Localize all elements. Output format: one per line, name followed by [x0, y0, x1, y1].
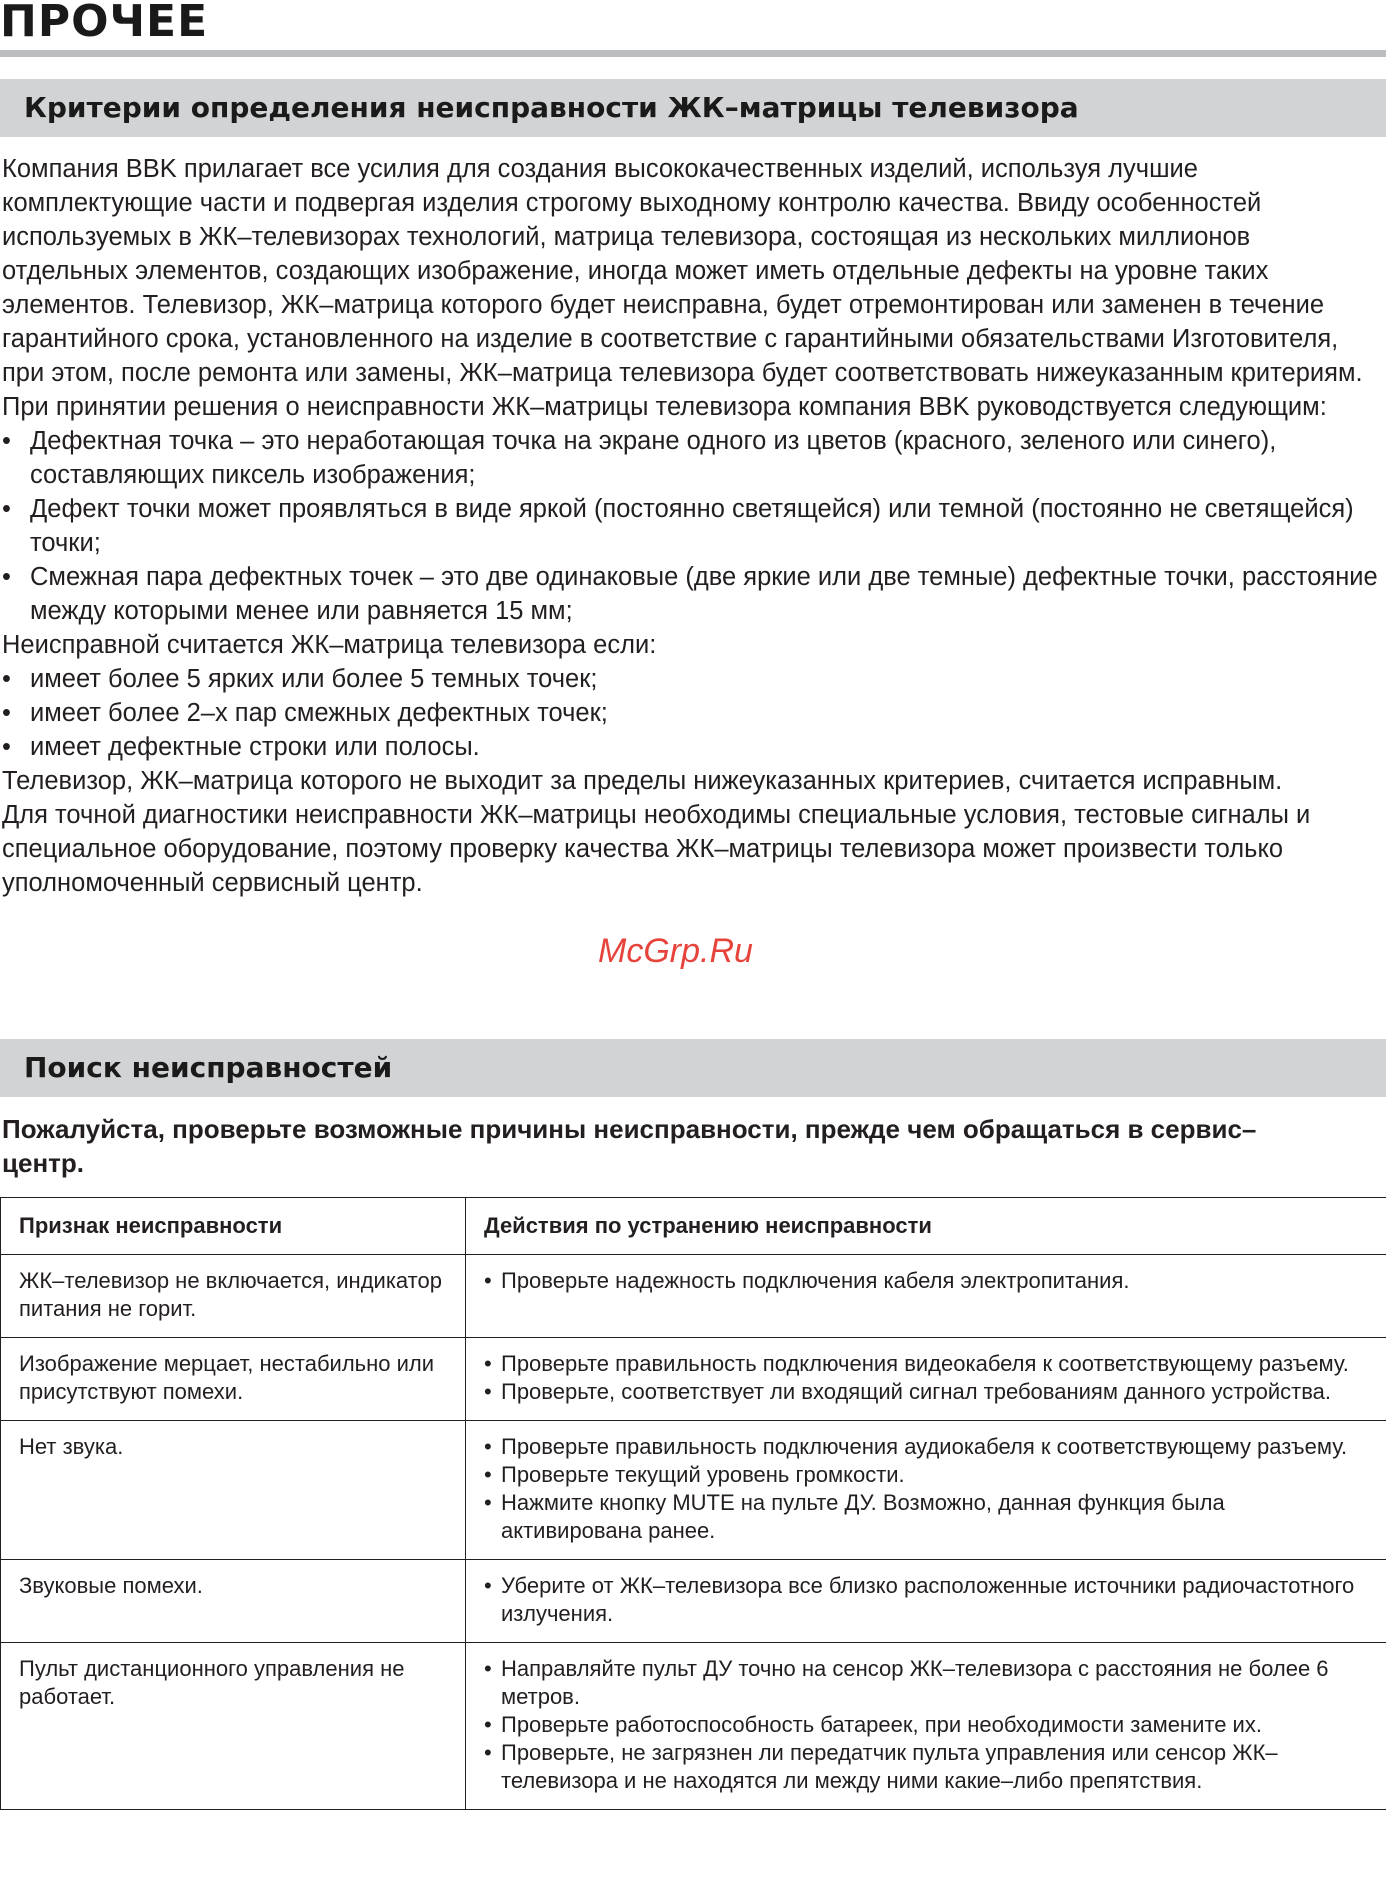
action-item: • Проверьте, соответствует ли входящий сигнал требованиям данного устройства. — [484, 1378, 1368, 1406]
column-header-symptom: Признак неисправности — [1, 1198, 466, 1255]
actions-cell — [466, 1255, 1386, 1338]
actions-list — [484, 1433, 1368, 1545]
action-item: • Нажмите кнопку MUTE на пульте ДУ. Возможно, данная функция была активирована ранее. — [484, 1489, 1368, 1545]
table-row — [1, 1255, 1386, 1338]
symptom-cell: Пульт дистанционного управления не работает. — [1, 1643, 466, 1810]
table-row — [1, 1421, 1386, 1560]
symptom-cell: Нет звука. — [1, 1421, 466, 1560]
list-item: • Смежная пара дефектных точек – это две одинаковые (две яркие или две темные) дефектные точки, расстояние между которыми менее или равняется 15 мм; — [2, 560, 1382, 628]
list-item: • имеет более 5 ярких или более 5 темных точек; — [2, 662, 1382, 696]
paragraph: Для точной диагностики неисправности ЖК–матрицы необходимы специальные условия, тестовые сигналы и специальное оборудование, поэтому проверку качества ЖК–матрицы телевизора может произвести только уполномоченный сервисный центр. — [2, 801, 1311, 897]
paragraph: Неисправной считается ЖК–матрица телевизора если: — [2, 631, 657, 659]
action-item: • Проверьте работоспособность батареек, при необходимости замените их. — [484, 1711, 1368, 1739]
list-item: • имеет дефектные строки или полосы. — [2, 730, 1382, 764]
actions-list — [484, 1572, 1368, 1628]
action-item: • Уберите от ЖК–телевизора все близко расположенные источники радиочастотного излучения. — [484, 1572, 1368, 1628]
actions-list — [484, 1267, 1368, 1295]
list-item: • Дефектная точка – это неработающая точка на экране одного из цветов (красного, зеленого или синего), составляющих пиксель изображения; — [2, 424, 1382, 492]
list-item: • Дефект точки может проявляться в виде яркой (постоянно светящейся) или темной (постоянно не светящейся) точки; — [2, 492, 1382, 560]
column-header-actions: Действия по устранению неисправности — [466, 1198, 1386, 1255]
definitions-list — [2, 424, 1382, 628]
table-row — [1, 1643, 1386, 1810]
table-row — [1, 1338, 1386, 1421]
action-item: • Проверьте, не загрязнен ли передатчик пульта управления или сенсор ЖК–телевизора и не находятся ли между ними какие–либо препятствия. — [484, 1739, 1368, 1795]
actions-list — [484, 1655, 1368, 1795]
action-item: • Направляйте пульт ДУ точно на сенсор ЖК–телевизора с расстояния не более 6 метров. — [484, 1655, 1368, 1711]
actions-cell — [466, 1421, 1386, 1560]
troubleshooting-intro: Пожалуйста, проверьте возможные причины неисправности, прежде чем обращаться в сервис–центр. — [2, 1114, 1257, 1178]
symptom-cell: Изображение мерцает, нестабильно или присутствуют помехи. — [1, 1338, 466, 1421]
symptom-cell: ЖК–телевизор не включается, индикатор питания не горит. — [1, 1255, 466, 1338]
page-title: ПРОЧЕЕ — [0, 0, 209, 47]
lcd-criteria-text — [2, 152, 1382, 900]
section-title: Поиск неисправностей — [24, 1051, 393, 1084]
conditions-list — [2, 662, 1382, 764]
section-header-lcd-criteria — [0, 79, 1386, 137]
paragraph: Компания BBK прилагает все усилия для создания высококачественных изделий, используя лучшие комплектующие части и подвергая изделия строгому выходному контролю качества. Ввиду особенностей используемых в ЖК–телевизорах технологий, матрица телевизора, состоящая из нескольких миллионов отдельных элементов, создающих изображение, иногда может иметь отдельные дефекты на уровне таких элементов. Телевизор, ЖК–матрица которого будет неисправна, будет отремонтирован или заменен в течение гарантийного срока, установленного на изделие в соответствие с гарантийными обязательствами Изготовителя, при этом, после ремонта или замены, ЖК–матрица телевизора будет соответствовать нижеуказанным критериям. — [2, 155, 1363, 387]
troubleshooting-table — [0, 1197, 1386, 1810]
paragraph: При принятии решения о неисправности ЖК–матрицы телевизора компания BBK руководствуется следующим: — [2, 393, 1327, 421]
actions-cell — [466, 1643, 1386, 1810]
actions-list — [484, 1350, 1368, 1406]
action-item: • Проверьте текущий уровень громкости. — [484, 1461, 1368, 1489]
list-item: • имеет более 2–х пар смежных дефектных точек; — [2, 696, 1382, 730]
actions-cell — [466, 1560, 1386, 1643]
actions-cell — [466, 1338, 1386, 1421]
action-item: • Проверьте надежность подключения кабеля электропитания. — [484, 1267, 1368, 1295]
symptom-cell: Звуковые помехи. — [1, 1560, 466, 1643]
paragraph: Телевизор, ЖК–матрица которого не выходит за пределы нижеуказанных критериев, считается исправным. — [2, 767, 1283, 795]
title-divider — [0, 50, 1386, 57]
action-item: • Проверьте правильность подключения видеокабеля к соответствующему разъему. — [484, 1350, 1368, 1378]
table-header-row — [1, 1198, 1386, 1255]
action-item: • Проверьте правильность подключения аудиокабеля к соответствующему разъему. — [484, 1433, 1368, 1461]
section-header-troubleshooting — [0, 1039, 1386, 1097]
table-row — [1, 1560, 1386, 1643]
section-title: Критерии определения неисправности ЖК–матрицы телевизора — [24, 91, 1079, 124]
watermark: McGrp.Ru — [598, 932, 753, 970]
